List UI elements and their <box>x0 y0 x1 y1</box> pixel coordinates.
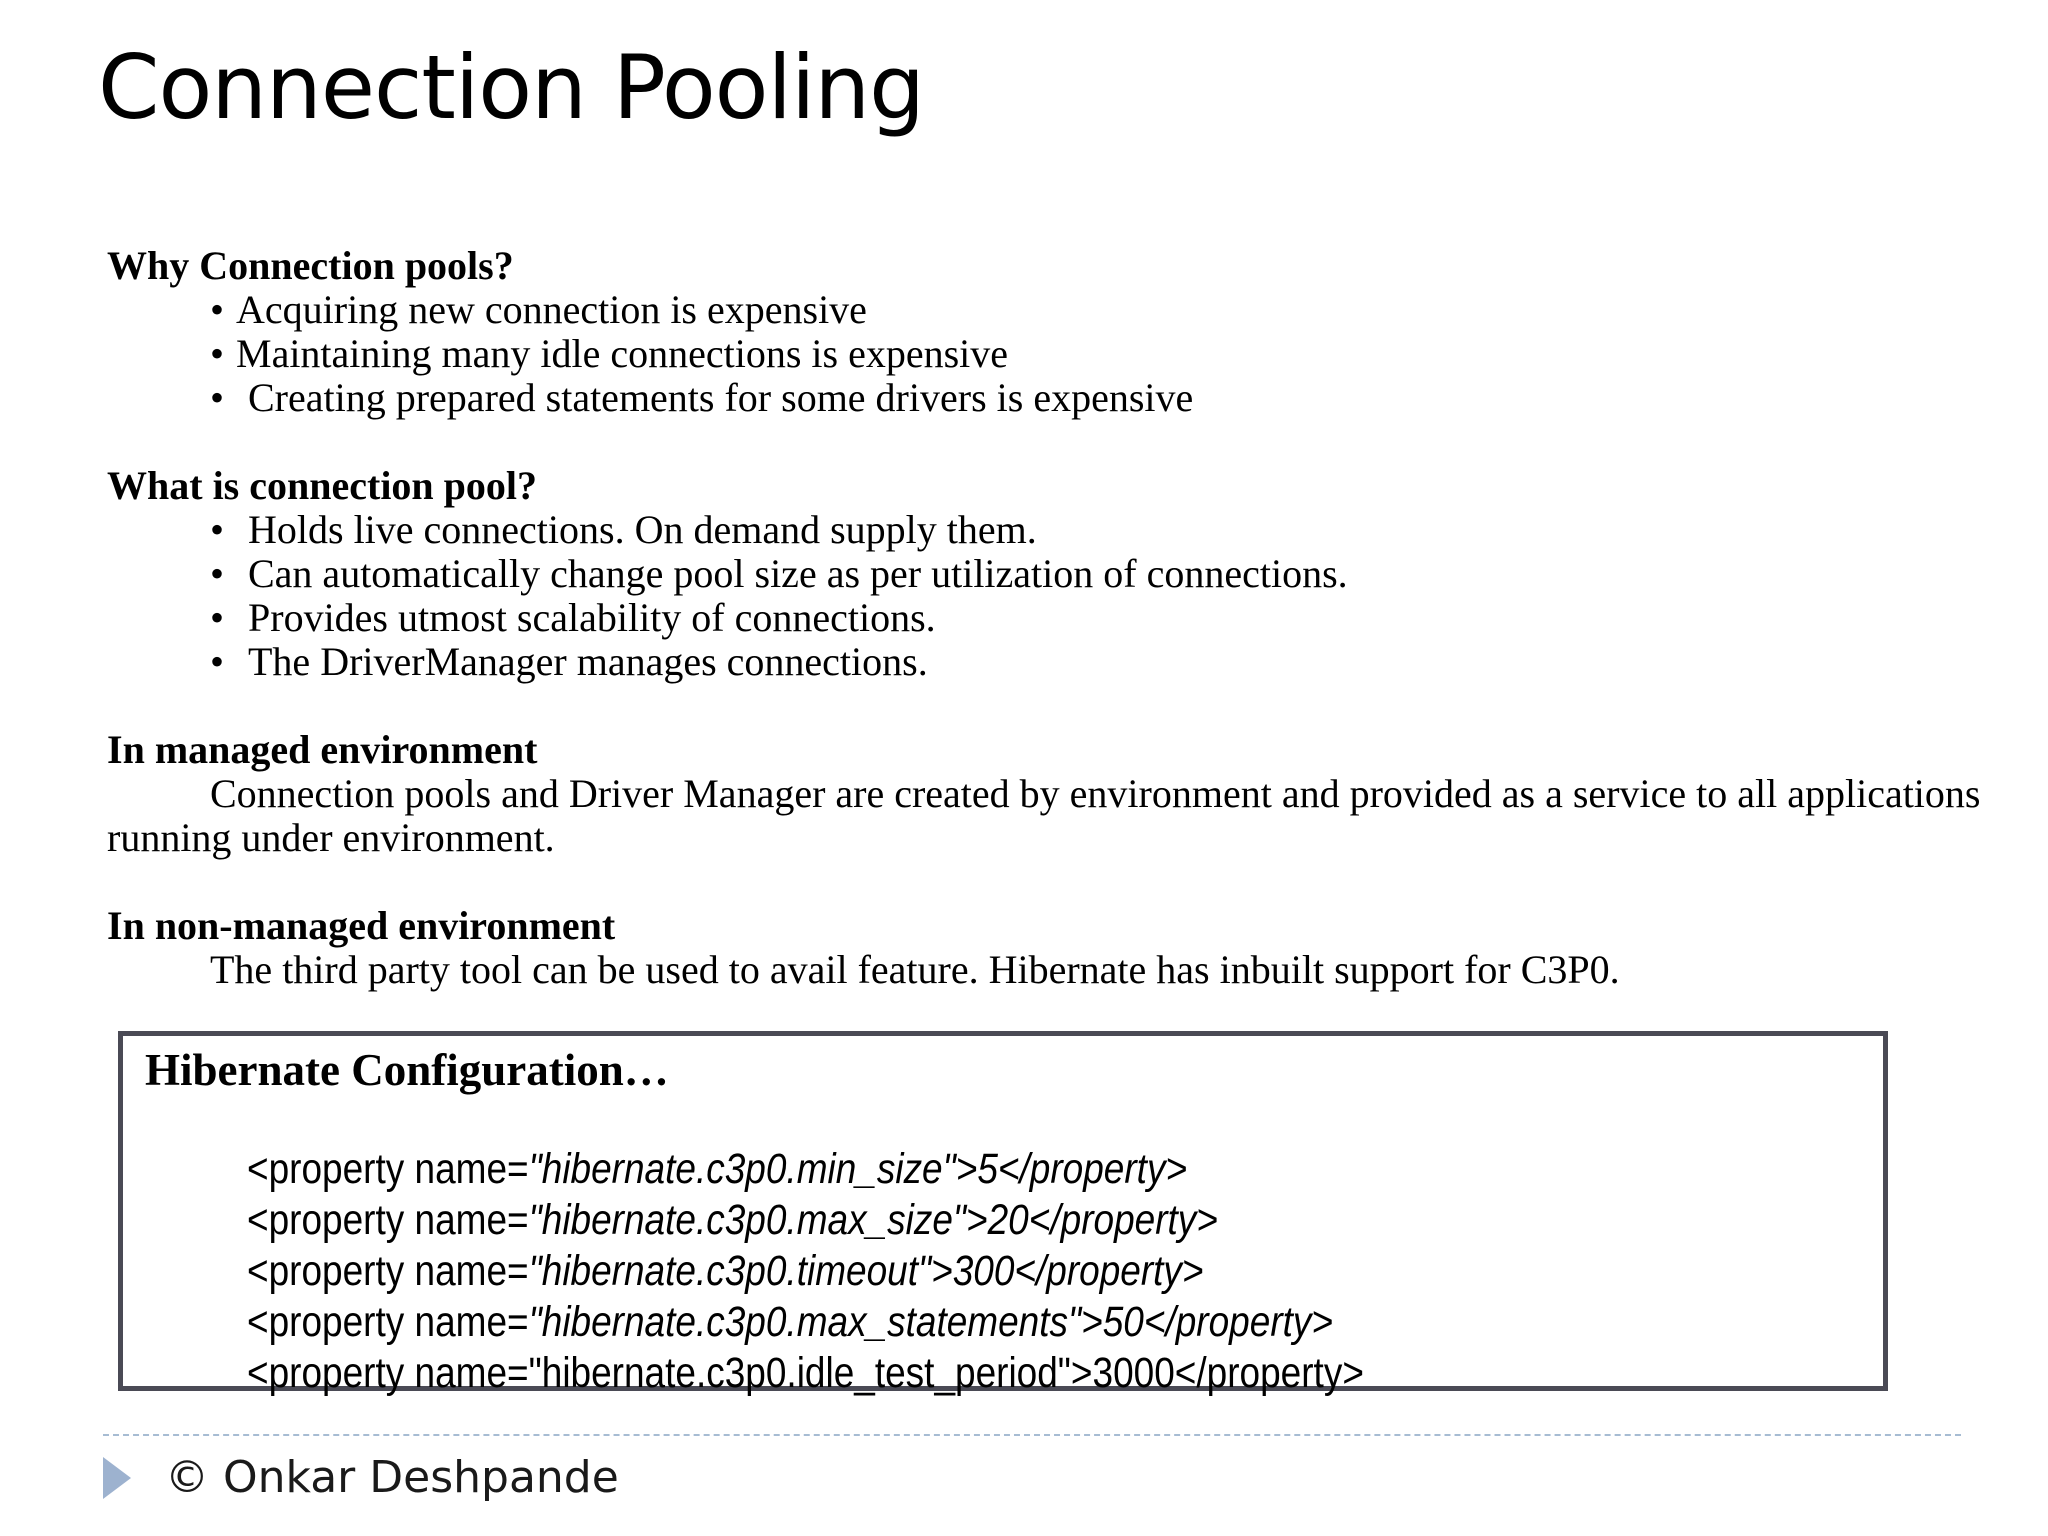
code-line: <property name="hibernate.c3p0.max_statements">50</property> <box>247 1298 1333 1346</box>
bullet-icon: • <box>210 507 225 552</box>
list-item: • Holds live connections. On demand supply them. <box>210 507 1037 552</box>
config-title: Hibernate Configuration… <box>145 1045 669 1095</box>
bullet-list <box>107 288 1987 420</box>
triangle-arrow-icon <box>103 1457 131 1499</box>
section-why-connection-pools <box>107 244 1987 420</box>
bullet-icon: • <box>210 639 225 684</box>
list-item: • Acquiring new connection is expensive <box>210 287 867 332</box>
list-item: • Maintaining many idle connections is expensive <box>210 331 1009 376</box>
section-heading: Why Connection pools? <box>107 243 514 288</box>
section-paragraph: The third party tool can be used to avail feature. Hibernate has inbuilt support for C3P0. <box>210 947 1620 992</box>
bullet-icon: • <box>210 551 225 596</box>
list-item: • Creating prepared statements for some drivers is expensive <box>210 375 1194 420</box>
list-item: • Can automatically change pool size as per utilization of connections. <box>210 551 1348 596</box>
bullet-icon: • <box>210 287 225 332</box>
bullet-icon: • <box>210 595 225 640</box>
code-line: <property name="hibernate.c3p0.max_size">20</property> <box>247 1196 1218 1244</box>
section-heading: In managed environment <box>107 727 538 772</box>
section-managed-environment <box>107 728 1987 860</box>
list-item: • Provides utmost scalability of connections. <box>210 595 936 640</box>
bullet-list <box>107 508 1987 684</box>
section-paragraph: Connection pools and Driver Manager are created by environment and provided as a service to all applications running under environment. <box>107 771 1981 860</box>
slide-body <box>107 244 1987 992</box>
slide-title: Connection Pooling <box>98 36 925 139</box>
hibernate-config-box <box>118 1031 1888 1397</box>
section-non-managed-environment <box>107 904 1987 992</box>
code-line: <property name="hibernate.c3p0.idle_test_period">3000</property> <box>247 1349 1364 1397</box>
section-heading: What is connection pool? <box>107 463 538 508</box>
code-line: <property name="hibernate.c3p0.timeout">300</property> <box>247 1247 1204 1295</box>
footer-copyright: © Onkar Deshpande <box>165 1452 619 1503</box>
code-line: <property name="hibernate.c3p0.min_size">5</property> <box>247 1145 1188 1193</box>
bullet-icon: • <box>210 331 225 376</box>
section-what-is-connection-pool <box>107 464 1987 684</box>
footer-divider <box>103 1434 1961 1436</box>
bullet-icon: • <box>210 375 225 420</box>
section-heading: In non-managed environment <box>107 903 616 948</box>
list-item: • The DriverManager manages connections. <box>210 639 928 684</box>
config-code-lines <box>247 1144 1364 1399</box>
